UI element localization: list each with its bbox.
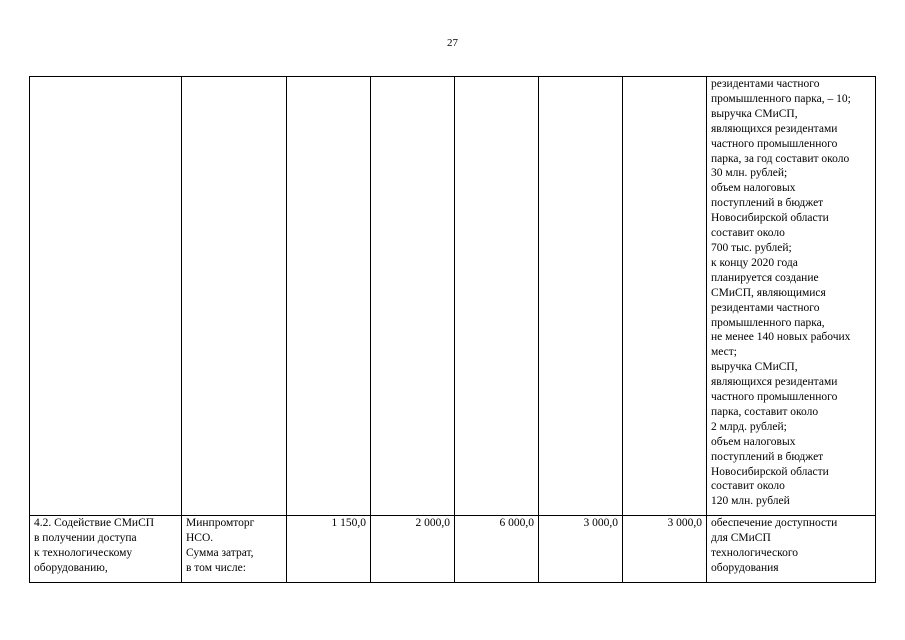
- result-line: объем налоговых: [711, 182, 796, 195]
- result-line: 30 млн. рублей;: [711, 167, 788, 180]
- result-line: планируется создание: [711, 271, 819, 284]
- result-line: резидентами частного: [711, 78, 820, 90]
- executor-line: НСО.: [186, 531, 214, 544]
- result-line: поступлений в бюджет: [711, 450, 824, 463]
- result-line: составит около: [711, 480, 785, 493]
- result-line: технологического: [711, 546, 799, 559]
- result-line: промышленного парка,: [711, 316, 825, 329]
- result-line: составит около: [711, 227, 785, 240]
- result-line: обеспечение доступности: [711, 517, 838, 529]
- activity-line: 4.2. Содействие СМиСП: [34, 517, 155, 529]
- result-line: не менее 140 новых рабочих: [711, 331, 851, 344]
- result-line: являющихся резидентами: [711, 122, 838, 135]
- executor-line: Минпромторг: [186, 517, 255, 529]
- page-number: 27: [447, 37, 458, 49]
- result-line: резидентами частного: [711, 301, 820, 314]
- result-line: Новосибирской области: [711, 465, 829, 478]
- result-line: 120 млн. рублей: [711, 495, 790, 508]
- value-cell: 3 000,0: [623, 516, 707, 583]
- executor-line: Сумма затрат,: [186, 546, 254, 559]
- table-row: [30, 77, 876, 516]
- program-table: [29, 76, 876, 583]
- result-line: Новосибирской области: [711, 212, 829, 225]
- expected-result-cell: [707, 516, 876, 583]
- result-line: парка, составит около: [711, 405, 819, 418]
- value-cell: [287, 77, 371, 516]
- result-line: 700 тыс. рублей;: [711, 241, 792, 254]
- result-line: объем налоговых: [711, 435, 796, 448]
- result-line: оборудования: [711, 561, 779, 574]
- activity-cell: [30, 77, 182, 516]
- result-line: 2 млрд. рублей;: [711, 420, 787, 433]
- activity-line: в получении доступа: [34, 531, 137, 544]
- value-cell: 1 150,0: [287, 516, 371, 583]
- value-cell: 2 000,0: [371, 516, 455, 583]
- activity-line: к технологическому: [34, 546, 133, 559]
- value-cell: [371, 77, 455, 516]
- result-line: к концу 2020 года: [711, 256, 798, 269]
- result-line: поступлений в бюджет: [711, 197, 824, 210]
- activity-line: оборудованию,: [34, 561, 108, 574]
- result-line: выручка СМиСП,: [711, 361, 798, 374]
- value-cell: [539, 77, 623, 516]
- result-line: СМиСП, являющимися: [711, 286, 826, 299]
- executor-line: в том числе:: [186, 561, 246, 574]
- executor-cell: [182, 516, 287, 583]
- table-row: [30, 516, 876, 583]
- result-line: частного промышленного: [711, 391, 838, 404]
- result-line: частного промышленного: [711, 137, 838, 150]
- result-line: парка, за год составит около: [711, 152, 850, 165]
- value-cell: [455, 77, 539, 516]
- value-cell: [623, 77, 707, 516]
- expected-result-cell: [707, 77, 876, 516]
- value-cell: 6 000,0: [455, 516, 539, 583]
- activity-cell: [30, 516, 182, 583]
- executor-cell: [182, 77, 287, 516]
- result-line: выручка СМиСП,: [711, 107, 798, 120]
- result-line: для СМиСП: [711, 531, 771, 544]
- result-line: мест;: [711, 346, 737, 359]
- result-line: промышленного парка, – 10;: [711, 92, 851, 105]
- result-line: являющихся резидентами: [711, 376, 838, 389]
- value-cell: 3 000,0: [539, 516, 623, 583]
